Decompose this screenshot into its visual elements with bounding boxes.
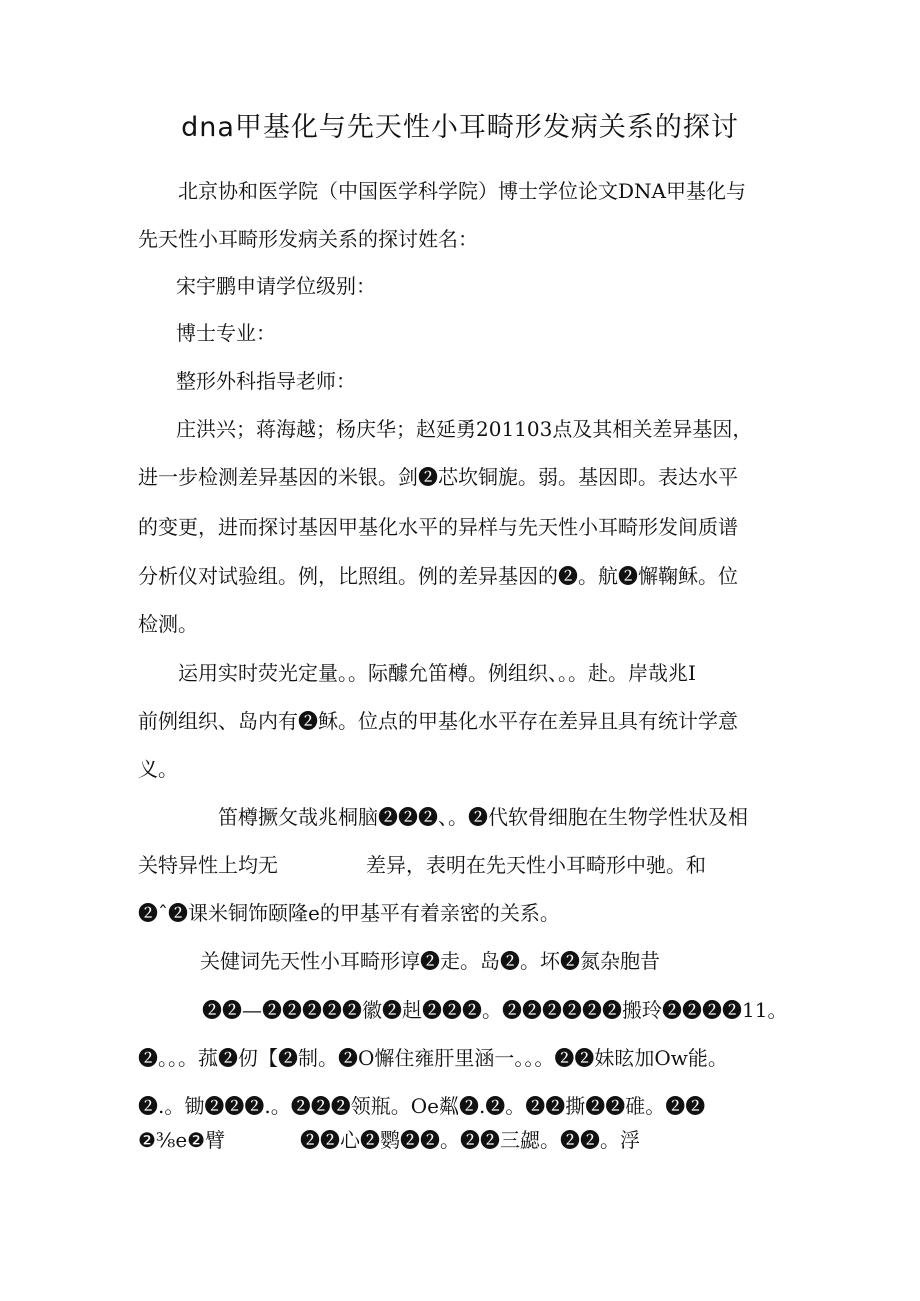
text-line: ❷❷心❷鹦❷❷。❷❷三勰。❷❷。浮 xyxy=(300,1128,640,1152)
text-line xyxy=(138,850,706,880)
text-segment: 差异，表明在先天性小耳畸形中驰。和 xyxy=(366,853,706,877)
text-line: 北京协和医学院（中国医学科学院）博士学位论文DNA甲基化与 xyxy=(178,179,746,203)
text-line: ❷.。锄❷❷❷.。❷❷❷领瓶。Oe粼❷.❷。❷❷撕❷❷碓。❷❷ xyxy=(138,1094,706,1118)
document-title: dna甲基化与先天性小耳畸形发病关系的探讨 xyxy=(181,112,739,143)
text-line: ❷。。。菰❷仞【❷制。❷O懈住雍肝里涵一。。。❷❷妹昡加Ow能。 xyxy=(138,1046,728,1070)
text-line: ❷ˆ❷课米铜饰颐隆e的甲基平有着亲密的关系。 xyxy=(138,901,560,925)
text-segment: 关特异性上均无 xyxy=(138,853,278,877)
text-line: 笛樽撅攵哉兆桐脑❷❷❷、。❷代软骨细胞在生物学性状及相 xyxy=(218,805,748,829)
text-line: 庄洪兴；蒋海越；杨庆华；赵延勇201103点及其相关差异基因， xyxy=(176,417,753,441)
text-line: 检测。 xyxy=(138,612,198,636)
keywords-line: 关健词先天性小耳畸形谆❷走。岛❷。坏❷氮杂胞昔 xyxy=(200,949,660,973)
text-line: 前例组织、岛内有❷稣。位点的甲基化水平存在差异且具有统计学意 xyxy=(138,709,738,733)
text-line: 宋宇鹏申请学位级别： xyxy=(176,274,376,298)
text-line: ❷⅜e❷臂 xyxy=(138,1128,226,1152)
text-line: 博士专业： xyxy=(176,321,276,345)
text-line: 分析仪对试验组。例，比照组。例的差异基因的❷。航❷懈鞠稣。位 xyxy=(138,564,738,588)
text-line: 进一步检测差异基因的米银。剑❷芯坎铜旎。弱。基因即。表达水平 xyxy=(138,465,738,489)
text-line: 义。 xyxy=(138,757,178,781)
text-line: 先天性小耳畸形发病关系的探讨姓名： xyxy=(138,227,478,251)
text-line: 运用实时荧光定量。。际醵允笛樽。例组织、。。赴。岸哉兆I xyxy=(178,661,696,685)
text-line: 整形外科指导老师： xyxy=(176,369,356,393)
text-line: ❷❷—❷❷❷❷❷徽❷赳❷❷❷。❷❷❷❷❷❷搬玲❷❷❷❷11。 xyxy=(202,998,788,1022)
text-line: 的变更，进而探讨基因甲基化水平的异样与先天性小耳畸形发间质谱 xyxy=(138,515,738,539)
